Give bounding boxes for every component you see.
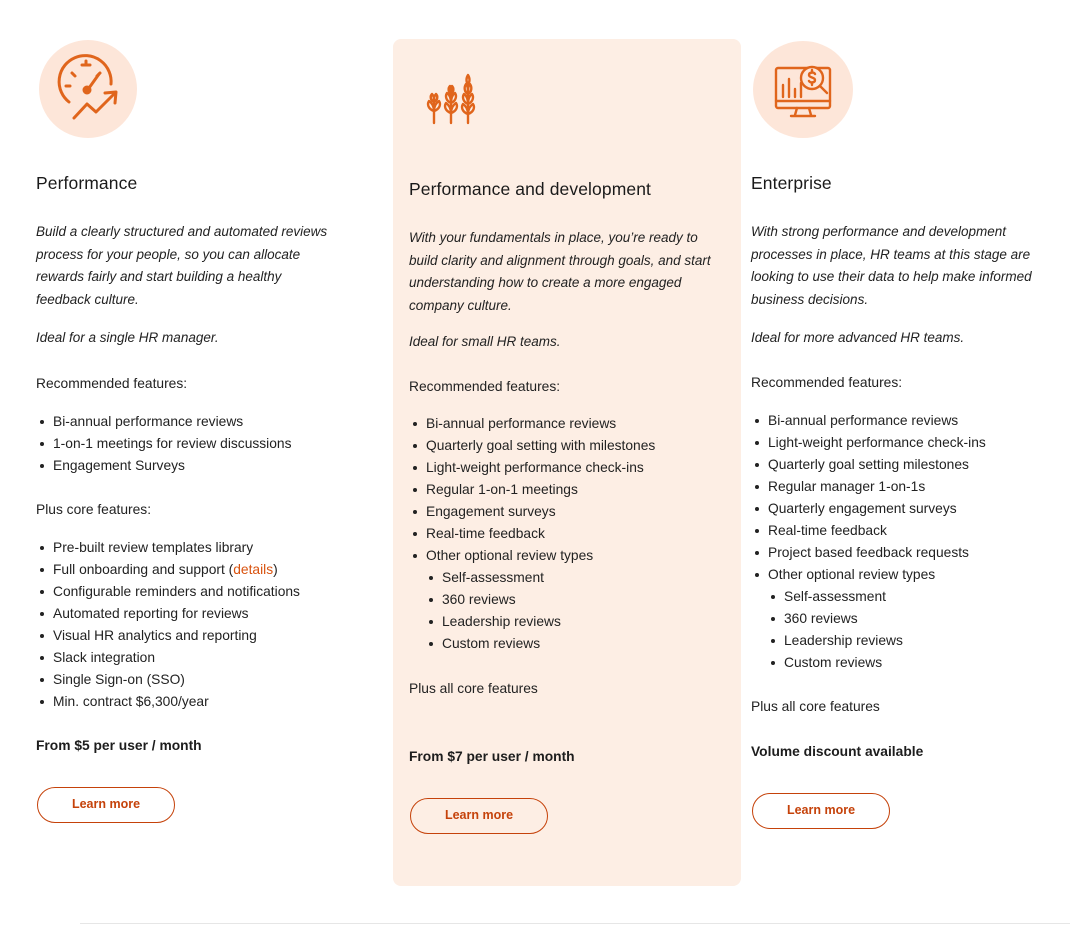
list-item: Light-weight performance check-ins <box>426 457 655 479</box>
core-features-list <box>36 537 300 713</box>
list-item: Other optional review types <box>426 545 655 567</box>
list-item-nested: Leadership reviews <box>768 630 986 652</box>
list-item: Regular manager 1-on-1s <box>768 476 986 498</box>
list-item-text: ) <box>273 562 278 577</box>
divider <box>80 923 1070 924</box>
plan-ideal-for: Ideal for small HR teams. <box>409 334 561 349</box>
growing-plants-icon <box>423 67 483 127</box>
analytics-monitor-icon <box>753 41 853 138</box>
plan-ideal-for: Ideal for more advanced HR teams. <box>751 330 965 345</box>
list-item: Bi-annual performance reviews <box>53 411 291 433</box>
plan-title: Performance <box>36 173 138 193</box>
list-item: Configurable reminders and notifications <box>53 581 300 603</box>
speedometer-growth-icon <box>39 40 137 138</box>
list-item: Automated reporting for reviews <box>53 603 300 625</box>
list-item: Quarterly goal setting milestones <box>768 454 986 476</box>
list-item: Bi-annual performance reviews <box>426 413 655 435</box>
core-features-line: Plus all core features <box>751 699 880 714</box>
list-item: Other optional review types <box>768 564 986 586</box>
recommended-features-heading: Recommended features: <box>409 379 561 394</box>
list-item-text: Full onboarding and support ( <box>53 562 234 577</box>
learn-more-button[interactable]: Learn more <box>752 793 890 829</box>
list-item: Visual HR analytics and reporting <box>53 625 300 647</box>
plan-price: From $5 per user / month <box>36 738 202 753</box>
list-item: Quarterly engagement surveys <box>768 498 986 520</box>
list-item: Real-time feedback <box>426 523 655 545</box>
learn-more-button[interactable]: Learn more <box>410 798 548 834</box>
list-item <box>53 559 300 581</box>
list-item: Pre-built review templates library <box>53 537 300 559</box>
list-item-nested: 360 reviews <box>426 589 655 611</box>
list-item-nested: Custom reviews <box>768 652 986 674</box>
plan-title: Enterprise <box>751 173 832 193</box>
list-item-nested: Custom reviews <box>426 633 655 655</box>
plan-card-performance <box>0 0 370 925</box>
list-item-nested: 360 reviews <box>768 608 986 630</box>
core-features-heading: Plus core features: <box>36 502 152 517</box>
core-features-line: Plus all core features <box>409 681 538 696</box>
recommended-features-list <box>751 410 986 674</box>
recommended-features-heading: Recommended features: <box>36 376 188 391</box>
list-item: Real-time feedback <box>768 520 986 542</box>
plan-description: With your fundamentals in place, you’re ready to build clarity and alignment through goals, and start understanding how to create a more engaged company culture. <box>409 230 711 313</box>
plan-description: Build a clearly structured and automated reviews process for your people, so you can allocate rewards fairly and start building a healthy feedback culture. <box>36 224 328 307</box>
recommended-features-heading: Recommended features: <box>751 375 903 390</box>
list-item: Light-weight performance check-ins <box>768 432 986 454</box>
list-item: Quarterly goal setting with milestones <box>426 435 655 457</box>
list-item: Project based feedback requests <box>768 542 986 564</box>
list-item: Slack integration <box>53 647 300 669</box>
learn-more-button[interactable]: Learn more <box>37 787 175 823</box>
list-item: 1-on-1 meetings for review discussions <box>53 433 291 455</box>
plan-price: Volume discount available <box>751 744 924 759</box>
list-item: Regular 1-on-1 meetings <box>426 479 655 501</box>
list-item: Single Sign-on (SSO) <box>53 669 300 691</box>
list-item-nested: Leadership reviews <box>426 611 655 633</box>
list-item: Min. contract $6,300/year <box>53 691 300 713</box>
list-item: Engagement Surveys <box>53 455 291 477</box>
recommended-features-list <box>36 411 291 477</box>
plan-price: From $7 per user / month <box>409 749 575 764</box>
recommended-features-list <box>409 413 655 655</box>
plan-title: Performance and development <box>409 179 652 199</box>
list-item-nested: Self-assessment <box>426 567 655 589</box>
plan-card-performance-development <box>393 39 741 886</box>
plan-ideal-for: Ideal for a single HR manager. <box>36 330 219 345</box>
list-item: Bi-annual performance reviews <box>768 410 986 432</box>
list-item: Engagement surveys <box>426 501 655 523</box>
details-link[interactable]: details <box>233 562 274 577</box>
plan-card-enterprise <box>741 0 1070 925</box>
list-item-nested: Self-assessment <box>768 586 986 608</box>
plan-description: With strong performance and development processes in place, HR teams at this stage are looking to use their data to help make informed business decisions. <box>751 224 1032 307</box>
